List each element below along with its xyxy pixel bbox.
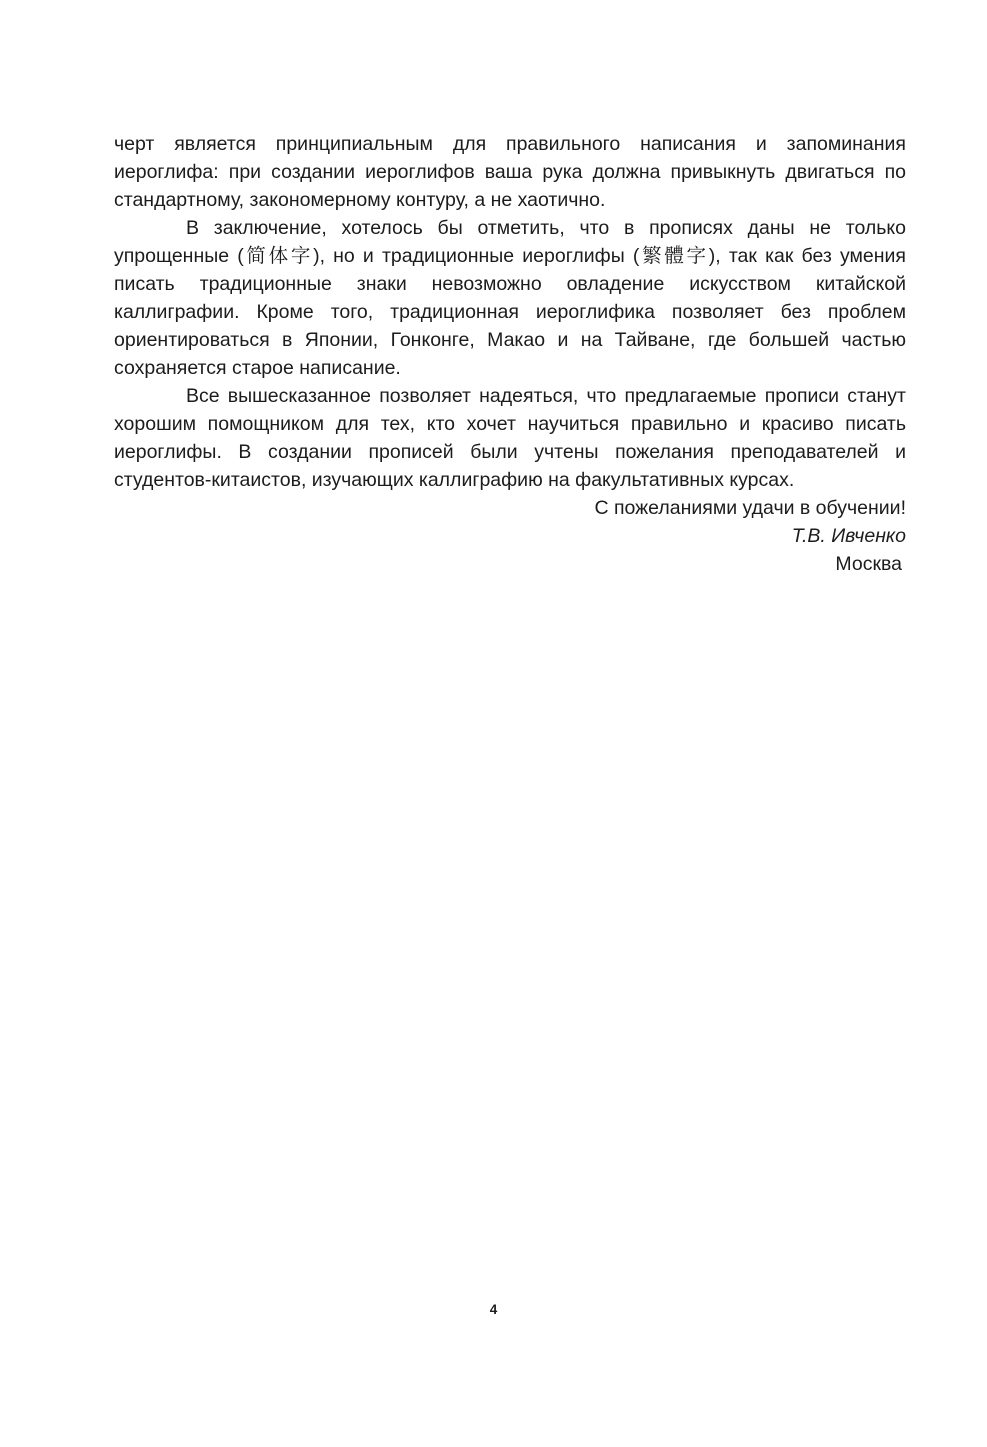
paragraph-strokes-rule: черт является принципиальным для правильного написания и запоминания иероглифа: при создании иероглифов ваша рука должна привыкнуть двигаться по стандартному, закономерному контуру, а не хаотично. [114, 133, 906, 211]
author-city: Москва [835, 553, 902, 575]
closing-wish: С пожеланиями удачи в обучении! [594, 497, 906, 519]
author-name: Т.В. Ивченко [791, 525, 906, 547]
paragraph-conclusion: В заключение, хотелось бы отметить, что в прописях даны не только упрощенные (简体字), но и традиционные иероглифы (繁體字), так как без умения писать традиционные знаки невозможно овладение искусством китайской каллиграфии. Кроме того, традиционная иероглифика позволяет без проблем ориентироваться в Японии, Гонконге, Макао и на Тайване, где большей частью сохраняется старое написание. [114, 217, 906, 379]
text-block [114, 130, 906, 578]
page-number: 4 [489, 1302, 498, 1317]
paragraph-summary: Все вышесказанное позволяет надеяться, что предлагаемые прописи станут хорошим помощником для тех, кто хочет научиться правильно и красиво писать иероглифы. В создании прописей были учтены пожелания преподавателей и студентов-китаистов, изучающих каллиграфию на факультативных курсах. [114, 385, 906, 491]
